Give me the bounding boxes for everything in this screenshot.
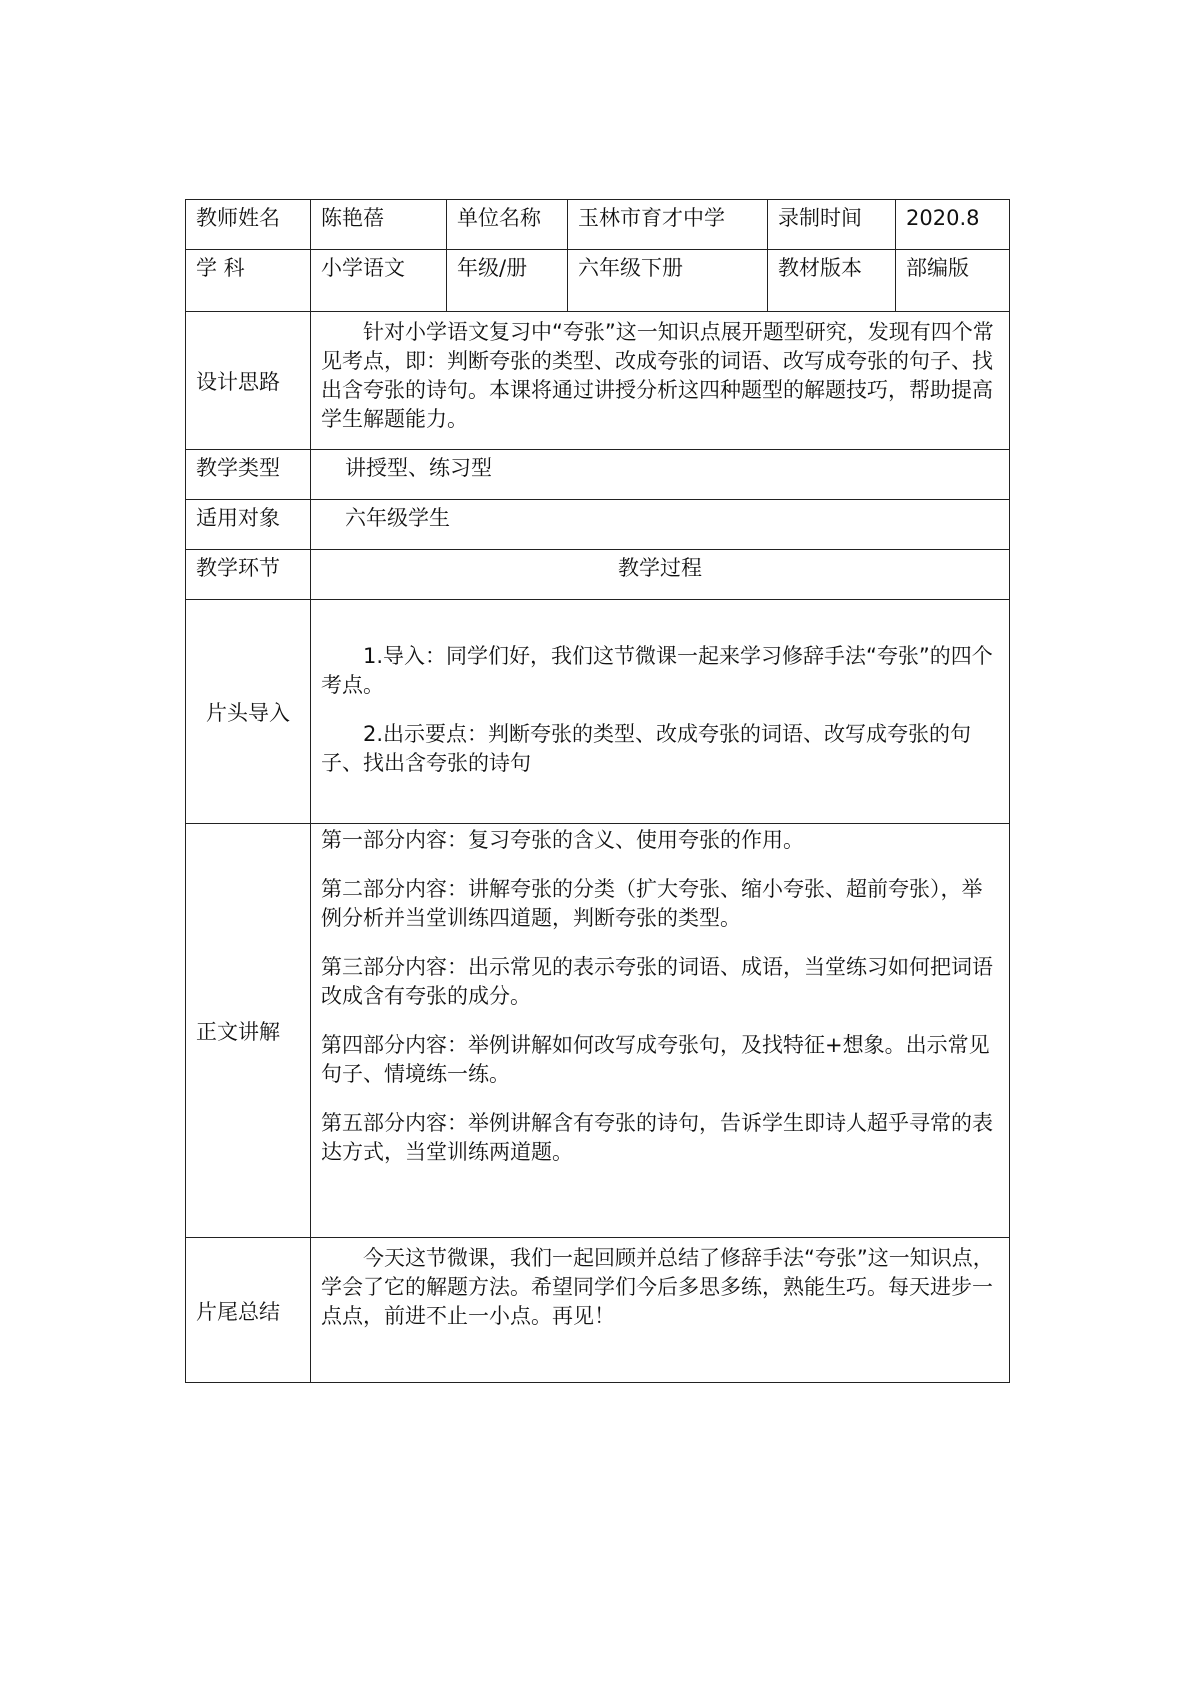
teacher-name-label: 教师姓名 <box>186 200 311 250</box>
header-row-1 <box>186 200 1010 250</box>
teaching-type-value: 讲授型、练习型 <box>311 450 1010 500</box>
unit-label: 单位名称 <box>447 200 568 250</box>
subject-value: 小学语文 <box>311 250 447 312</box>
design-cell <box>311 312 1010 450</box>
process-header-value: 教学过程 <box>311 550 1010 600</box>
main-body-row <box>186 824 1010 1238</box>
design-label: 设计思路 <box>186 312 311 450</box>
lesson-info-table <box>185 199 1010 1383</box>
subject-label: 学 科 <box>186 250 311 312</box>
ending-text: 今天这节微课，我们一起回顾并总结了修辞手法“夸张”这一知识点，学会了它的解题方法。希望同学们今后多思多练，熟能生巧。每天进步一点点，前进不止一小点。再见！ <box>321 1246 994 1328</box>
teaching-type-row <box>186 450 1010 500</box>
process-stage-label: 教学环节 <box>186 550 311 600</box>
teaching-type-label: 教学类型 <box>186 450 311 500</box>
design-row <box>186 312 1010 450</box>
ending-row <box>186 1238 1010 1383</box>
main-body-part-5: 第五部分内容：举例讲解含有夸张的诗句，告诉学生即诗人超乎寻常的表达方式，当堂训练两道题。 <box>321 1111 993 1164</box>
teacher-name-value: 陈艳蓓 <box>311 200 447 250</box>
main-body-cell <box>311 824 1010 1238</box>
intro-row <box>186 600 1010 824</box>
textbook-label: 教材版本 <box>768 250 896 312</box>
audience-label: 适用对象 <box>186 500 311 550</box>
record-time-value: 2020.8 <box>896 200 1010 250</box>
textbook-value: 部编版 <box>896 250 1010 312</box>
header-row-2 <box>186 250 1010 312</box>
ending-label: 片尾总结 <box>186 1238 311 1383</box>
process-header-row <box>186 550 1010 600</box>
main-body-part-1: 第一部分内容：复习夸张的含义、使用夸张的作用。 <box>321 828 804 852</box>
design-text: 针对小学语文复习中“夸张”这一知识点展开题型研究，发现有四个常见考点，即：判断夸张的类型、改成夸张的词语、改写成夸张的句子、找出含夸张的诗句。本课将通过讲授分析这四种题型的解题技巧，帮助提高学生解题能力。 <box>321 320 994 431</box>
audience-value: 六年级学生 <box>311 500 1010 550</box>
unit-value: 玉林市育才中学 <box>568 200 768 250</box>
grade-label: 年级/册 <box>447 250 568 312</box>
ending-cell <box>311 1238 1010 1383</box>
intro-paragraph-1: 1.导入：同学们好，我们这节微课一起来学习修辞手法“夸张”的四个考点。 <box>321 644 993 697</box>
main-body-part-3: 第三部分内容：出示常见的表示夸张的词语、成语，当堂练习如何把词语改成含有夸张的成分。 <box>321 955 993 1008</box>
intro-paragraph-2: 2.出示要点：判断夸张的类型、改成夸张的词语、改写成夸张的句子、找出含夸张的诗句 <box>321 722 972 775</box>
main-body-part-4: 第四部分内容：举例讲解如何改写成夸张句，及找特征+想象。出示常见句子、情境练一练。 <box>321 1033 990 1086</box>
intro-cell <box>311 600 1010 824</box>
main-body-label: 正文讲解 <box>186 824 311 1238</box>
main-body-part-2: 第二部分内容：讲解夸张的分类（扩大夸张、缩小夸张、超前夸张），举例分析并当堂训练四道题，判断夸张的类型。 <box>321 877 983 930</box>
grade-value: 六年级下册 <box>568 250 768 312</box>
intro-label: 片头导入 <box>186 600 311 824</box>
record-time-label: 录制时间 <box>768 200 896 250</box>
audience-row <box>186 500 1010 550</box>
